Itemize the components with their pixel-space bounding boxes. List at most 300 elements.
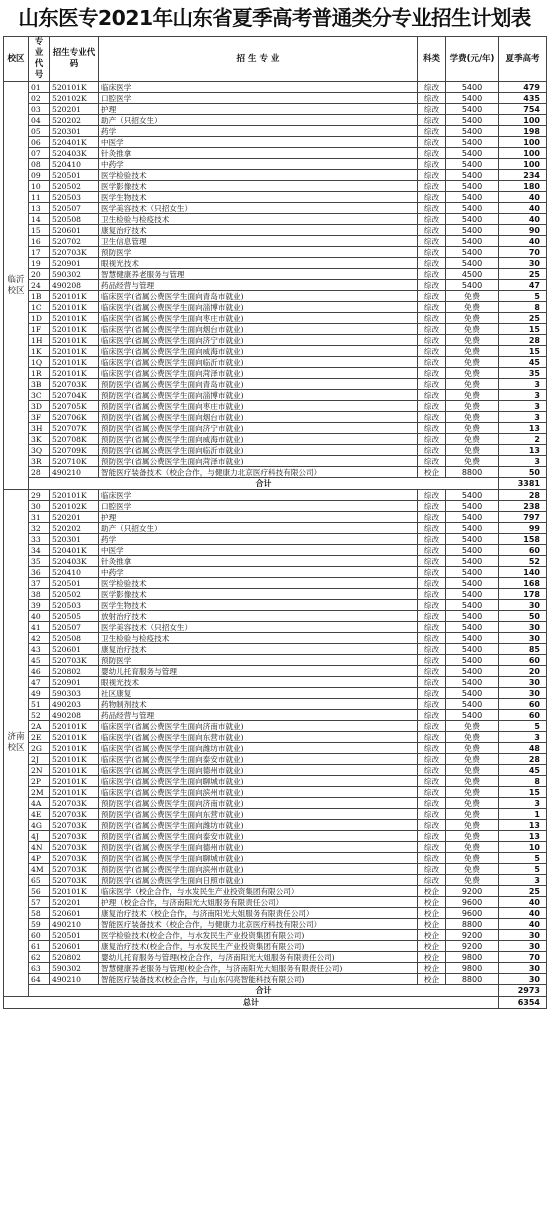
tuition-cell: 5400 — [446, 225, 499, 236]
tuition-cell: 9600 — [446, 897, 499, 908]
major-name-cell: 预防医学(省属公费医学生面向东营市就业) — [99, 809, 418, 820]
major-name-cell: 医学美容技术（只招女生） — [99, 203, 418, 214]
major-name-cell: 中医学 — [99, 137, 418, 148]
major-code-cell: 520202 — [50, 115, 99, 126]
program-code-cell: 63 — [29, 963, 50, 974]
major-name-cell: 预防医学(省属公费医学生面向济宁市就业) — [99, 423, 418, 434]
table-row — [4, 390, 547, 401]
category-cell: 综改 — [418, 567, 446, 578]
major-name-cell: 预防医学(省属公费医学生面向青岛市就业) — [99, 379, 418, 390]
tuition-cell: 5400 — [446, 115, 499, 126]
table-row — [4, 567, 547, 578]
major-name-cell: 预防医学(省属公费医学生面向聊城市就业) — [99, 853, 418, 864]
quota-cell: 90 — [499, 225, 547, 236]
major-code-cell: 520802 — [50, 952, 99, 963]
category-cell: 校企 — [418, 963, 446, 974]
tuition-cell: 5400 — [446, 512, 499, 523]
quota-cell: 60 — [499, 545, 547, 556]
category-cell: 综改 — [418, 181, 446, 192]
program-code-cell: 35 — [29, 556, 50, 567]
category-cell: 综改 — [418, 236, 446, 247]
major-name-cell: 智能医疗装备技术（校企合作，与健康力北京医疗科技有限公司） — [99, 467, 418, 478]
quota-cell: 50 — [499, 611, 547, 622]
category-cell: 校企 — [418, 974, 446, 985]
tuition-cell: 免费 — [446, 721, 499, 732]
major-code-cell: 520705K — [50, 401, 99, 412]
major-code-cell: 520507 — [50, 622, 99, 633]
table-row — [4, 974, 547, 985]
major-code-cell: 520901 — [50, 677, 99, 688]
tuition-cell: 免费 — [446, 776, 499, 787]
major-name-cell: 助产（只招女生） — [99, 115, 418, 126]
tuition-cell: 8800 — [446, 467, 499, 478]
category-cell: 校企 — [418, 941, 446, 952]
table-row — [4, 886, 547, 897]
program-code-cell: 4A — [29, 798, 50, 809]
major-code-cell: 490210 — [50, 919, 99, 930]
major-name-cell: 预防医学(省属公费医学生面向烟台市就业) — [99, 412, 418, 423]
major-name-cell: 预防医学(省属公费医学生面向日照市就业) — [99, 875, 418, 886]
major-code-cell: 520101K — [50, 82, 99, 93]
major-code-cell: 590302 — [50, 269, 99, 280]
category-cell: 综改 — [418, 831, 446, 842]
subtotal-label: 合计 — [29, 478, 499, 490]
program-code-cell: 2A — [29, 721, 50, 732]
major-name-cell: 临床医学(省属公费医学生面向东营市就业) — [99, 732, 418, 743]
program-code-cell: 41 — [29, 622, 50, 633]
category-cell: 综改 — [418, 655, 446, 666]
tuition-cell: 免费 — [446, 754, 499, 765]
tuition-cell: 免费 — [446, 864, 499, 875]
tuition-cell: 5400 — [446, 699, 499, 710]
table-row — [4, 589, 547, 600]
quota-cell: 5 — [499, 853, 547, 864]
table-row — [4, 467, 547, 478]
program-code-cell: 13 — [29, 203, 50, 214]
major-name-cell: 婴幼儿托育服务与管理 — [99, 666, 418, 677]
tuition-cell: 5400 — [446, 589, 499, 600]
category-cell: 综改 — [418, 600, 446, 611]
table-row — [4, 501, 547, 512]
major-name-cell: 卫生检验与检疫技术 — [99, 214, 418, 225]
major-name-cell: 临床医学(省属公费医学生面向德州市就业) — [99, 765, 418, 776]
program-code-cell: 06 — [29, 137, 50, 148]
program-code-cell: 1C — [29, 302, 50, 313]
quota-cell: 30 — [499, 963, 547, 974]
major-code-cell: 520503 — [50, 600, 99, 611]
table-body — [4, 82, 547, 1009]
tuition-cell: 9800 — [446, 952, 499, 963]
quota-cell: 13 — [499, 831, 547, 842]
table-row — [4, 919, 547, 930]
table-row — [4, 875, 547, 886]
table-row — [4, 324, 547, 335]
header-campus: 校区 — [4, 37, 29, 82]
category-cell: 综改 — [418, 721, 446, 732]
tuition-cell: 免费 — [446, 456, 499, 467]
major-code-cell: 520503 — [50, 192, 99, 203]
header-major: 招 生 专 业 — [99, 37, 418, 82]
program-code-cell: 19 — [29, 258, 50, 269]
category-cell: 校企 — [418, 919, 446, 930]
major-name-cell: 口腔医学 — [99, 93, 418, 104]
tuition-cell: 5400 — [446, 677, 499, 688]
major-name-cell: 护理 — [99, 104, 418, 115]
major-name-cell: 医学检验技术 — [99, 578, 418, 589]
subtotal-row — [4, 985, 547, 997]
table-row — [4, 545, 547, 556]
table-row — [4, 512, 547, 523]
table-row — [4, 434, 547, 445]
tuition-cell: 5400 — [446, 523, 499, 534]
quota-cell: 10 — [499, 842, 547, 853]
subtotal-value: 2973 — [499, 985, 547, 997]
major-code-cell: 520102K — [50, 501, 99, 512]
category-cell: 综改 — [418, 644, 446, 655]
program-code-cell: 2G — [29, 743, 50, 754]
major-name-cell: 医学生物技术 — [99, 600, 418, 611]
quota-cell: 234 — [499, 170, 547, 181]
major-code-cell: 520702 — [50, 236, 99, 247]
quota-cell: 30 — [499, 600, 547, 611]
major-name-cell: 智能医疗装备技术（校企合作，与健康力北京医疗科技有限公司） — [99, 919, 418, 930]
table-row — [4, 423, 547, 434]
program-code-cell: 3B — [29, 379, 50, 390]
program-code-cell: 3C — [29, 390, 50, 401]
table-row — [4, 578, 547, 589]
tuition-cell: 5400 — [446, 545, 499, 556]
category-cell: 综改 — [418, 346, 446, 357]
major-code-cell: 520101K — [50, 721, 99, 732]
table-row — [4, 368, 547, 379]
major-code-cell: 520403K — [50, 148, 99, 159]
table-row — [4, 688, 547, 699]
quota-cell: 5 — [499, 291, 547, 302]
major-name-cell: 药物制剂技术 — [99, 699, 418, 710]
table-row — [4, 809, 547, 820]
table-row — [4, 401, 547, 412]
program-code-cell: 2P — [29, 776, 50, 787]
category-cell: 综改 — [418, 291, 446, 302]
tuition-cell: 5400 — [446, 159, 499, 170]
table-row — [4, 302, 547, 313]
table-row — [4, 236, 547, 247]
program-code-cell: 4M — [29, 864, 50, 875]
header-fee: 学费(元/年) — [446, 37, 499, 82]
table-row — [4, 104, 547, 115]
table-row — [4, 93, 547, 104]
category-cell: 综改 — [418, 159, 446, 170]
tuition-cell: 免费 — [446, 842, 499, 853]
program-code-cell: 10 — [29, 181, 50, 192]
major-code-cell: 520101K — [50, 886, 99, 897]
table-row — [4, 126, 547, 137]
header-type: 科类 — [418, 37, 446, 82]
quota-cell: 30 — [499, 941, 547, 952]
program-code-cell: 32 — [29, 523, 50, 534]
table-row — [4, 412, 547, 423]
quota-cell: 40 — [499, 214, 547, 225]
major-name-cell: 药学 — [99, 534, 418, 545]
tuition-cell: 5400 — [446, 126, 499, 137]
table-row — [4, 534, 547, 545]
category-cell: 综改 — [418, 512, 446, 523]
program-code-cell: 51 — [29, 699, 50, 710]
table-row — [4, 291, 547, 302]
program-code-cell: 1D — [29, 313, 50, 324]
category-cell: 综改 — [418, 423, 446, 434]
quota-cell: 15 — [499, 324, 547, 335]
major-code-cell: 520101K — [50, 743, 99, 754]
major-name-cell: 预防医学(省属公费医学生面向淄博市就业) — [99, 390, 418, 401]
major-name-cell: 卫生信息管理 — [99, 236, 418, 247]
header-plan: 夏季高考 — [499, 37, 547, 82]
major-code-cell: 490203 — [50, 699, 99, 710]
major-code-cell: 520101K — [50, 357, 99, 368]
table-row — [4, 699, 547, 710]
tuition-cell: 免费 — [446, 445, 499, 456]
tuition-cell: 免费 — [446, 313, 499, 324]
major-name-cell: 康复治疗技术 — [99, 644, 418, 655]
major-name-cell: 临床医学(省属公费医学生面向淄博市就业) — [99, 302, 418, 313]
header-code: 专业代号 — [29, 37, 50, 82]
table-row — [4, 820, 547, 831]
quota-cell: 40 — [499, 192, 547, 203]
major-code-cell: 520501 — [50, 930, 99, 941]
major-code-cell: 520101K — [50, 302, 99, 313]
major-name-cell: 护理（校企合作，与济南阳光大姐服务有限责任公司） — [99, 897, 418, 908]
major-name-cell: 临床医学(省属公费医学生面向烟台市就业) — [99, 324, 418, 335]
tuition-cell: 5400 — [446, 666, 499, 677]
quota-cell: 25 — [499, 269, 547, 280]
quota-cell: 100 — [499, 148, 547, 159]
major-code-cell: 520101K — [50, 732, 99, 743]
major-name-cell: 智慧健康养老服务与管理 — [99, 269, 418, 280]
program-code-cell: 34 — [29, 545, 50, 556]
quota-cell: 25 — [499, 886, 547, 897]
category-cell: 综改 — [418, 853, 446, 864]
quota-cell: 30 — [499, 258, 547, 269]
program-code-cell: 33 — [29, 534, 50, 545]
table-row — [4, 644, 547, 655]
tuition-cell: 9200 — [446, 941, 499, 952]
table-row — [4, 710, 547, 721]
category-cell: 综改 — [418, 390, 446, 401]
campus-cell: 济南校区 — [4, 490, 29, 997]
table-row — [4, 170, 547, 181]
major-name-cell: 医学影像技术 — [99, 589, 418, 600]
quota-cell: 2 — [499, 434, 547, 445]
major-name-cell: 临床医学(省属公费医学生面向潍坊市就业) — [99, 743, 418, 754]
major-code-cell: 520601 — [50, 908, 99, 919]
category-cell: 综改 — [418, 490, 446, 501]
tuition-cell: 免费 — [446, 423, 499, 434]
quota-cell: 180 — [499, 181, 547, 192]
major-code-cell: 520703K — [50, 247, 99, 258]
major-code-cell: 520508 — [50, 633, 99, 644]
program-code-cell: 17 — [29, 247, 50, 258]
major-name-cell: 预防医学(省属公费医学生面向滨州市就业) — [99, 864, 418, 875]
tuition-cell: 免费 — [446, 853, 499, 864]
tuition-cell: 免费 — [446, 357, 499, 368]
table-row — [4, 633, 547, 644]
quota-cell: 5 — [499, 721, 547, 732]
quota-cell: 3 — [499, 379, 547, 390]
major-code-cell: 520101K — [50, 335, 99, 346]
major-name-cell: 预防医学(省属公费医学生面向菏泽市就业) — [99, 456, 418, 467]
category-cell: 综改 — [418, 93, 446, 104]
tuition-cell: 5400 — [446, 258, 499, 269]
program-code-cell: 16 — [29, 236, 50, 247]
major-name-cell: 医学检验技术(校企合作，与水发民生产业投资集团有限公司) — [99, 930, 418, 941]
category-cell: 综改 — [418, 589, 446, 600]
major-name-cell: 临床医学(省属公费医学生面向临沂市就业) — [99, 357, 418, 368]
major-code-cell: 520410 — [50, 567, 99, 578]
quota-cell: 8 — [499, 776, 547, 787]
program-code-cell: 14 — [29, 214, 50, 225]
major-name-cell: 医学影像技术 — [99, 181, 418, 192]
major-name-cell: 康复治疗技术（校企合作，与济南阳光大姐服务有限责任公司） — [99, 908, 418, 919]
table-row — [4, 798, 547, 809]
major-code-cell: 520703K — [50, 655, 99, 666]
category-cell: 综改 — [418, 456, 446, 467]
major-name-cell: 临床医学(省属公费医学生面向威海市就业) — [99, 346, 418, 357]
major-code-cell: 520101K — [50, 346, 99, 357]
category-cell: 综改 — [418, 534, 446, 545]
table-row — [4, 181, 547, 192]
category-cell: 综改 — [418, 545, 446, 556]
category-cell: 综改 — [418, 269, 446, 280]
table-row — [4, 148, 547, 159]
category-cell: 综改 — [418, 842, 446, 853]
major-name-cell: 医学检验技术 — [99, 170, 418, 181]
tuition-cell: 5400 — [446, 280, 499, 291]
program-code-cell: 1H — [29, 335, 50, 346]
category-cell: 综改 — [418, 578, 446, 589]
table-row — [4, 269, 547, 280]
category-cell: 校企 — [418, 952, 446, 963]
major-code-cell: 520706K — [50, 412, 99, 423]
program-code-cell: 04 — [29, 115, 50, 126]
category-cell: 综改 — [418, 820, 446, 831]
category-cell: 综改 — [418, 732, 446, 743]
quota-cell: 100 — [499, 137, 547, 148]
quota-cell: 60 — [499, 655, 547, 666]
tuition-cell: 9200 — [446, 886, 499, 897]
major-code-cell: 520703K — [50, 809, 99, 820]
major-code-cell: 490208 — [50, 710, 99, 721]
header-major-code: 招生专业代码 — [50, 37, 99, 82]
category-cell: 综改 — [418, 225, 446, 236]
table-row — [4, 721, 547, 732]
category-cell: 综改 — [418, 633, 446, 644]
tuition-cell: 5400 — [446, 192, 499, 203]
tuition-cell: 8800 — [446, 919, 499, 930]
table-row — [4, 842, 547, 853]
table-row — [4, 445, 547, 456]
program-code-cell: 1Q — [29, 357, 50, 368]
major-code-cell: 520502 — [50, 589, 99, 600]
program-code-cell: 40 — [29, 611, 50, 622]
program-code-cell: 3H — [29, 423, 50, 434]
major-code-cell: 520703K — [50, 379, 99, 390]
major-name-cell: 临床医学(省属公费医学生面向青岛市就业) — [99, 291, 418, 302]
quota-cell: 797 — [499, 512, 547, 523]
tuition-cell: 5400 — [446, 534, 499, 545]
total-label: 总计 — [4, 997, 499, 1009]
table-header — [4, 37, 547, 82]
tuition-cell: 8800 — [446, 974, 499, 985]
major-code-cell: 520505 — [50, 611, 99, 622]
table-row — [4, 556, 547, 567]
major-name-cell: 康复治疗技术 — [99, 225, 418, 236]
table-row — [4, 897, 547, 908]
tuition-cell: 免费 — [446, 434, 499, 445]
tuition-cell: 5400 — [446, 622, 499, 633]
major-code-cell: 520101K — [50, 368, 99, 379]
page-title: 山东医专2021年山东省夏季高考普通类分专业招生计划表 — [18, 6, 531, 30]
program-code-cell: 49 — [29, 688, 50, 699]
tuition-cell: 5400 — [446, 578, 499, 589]
category-cell: 综改 — [418, 258, 446, 269]
tuition-cell: 免费 — [446, 798, 499, 809]
program-code-cell: 4J — [29, 831, 50, 842]
quota-cell: 85 — [499, 644, 547, 655]
major-code-cell: 520703K — [50, 842, 99, 853]
tuition-cell: 免费 — [446, 787, 499, 798]
tuition-cell: 5400 — [446, 214, 499, 225]
major-name-cell: 社区康复 — [99, 688, 418, 699]
total-value: 6354 — [499, 997, 547, 1009]
major-code-cell: 520301 — [50, 126, 99, 137]
program-code-cell: 64 — [29, 974, 50, 985]
quota-cell: 30 — [499, 622, 547, 633]
major-code-cell: 520802 — [50, 666, 99, 677]
program-code-cell: 42 — [29, 633, 50, 644]
quota-cell: 45 — [499, 357, 547, 368]
quota-cell: 60 — [499, 710, 547, 721]
quota-cell: 48 — [499, 743, 547, 754]
major-code-cell: 520201 — [50, 512, 99, 523]
category-cell: 综改 — [418, 434, 446, 445]
major-name-cell: 中医学 — [99, 545, 418, 556]
quota-cell: 40 — [499, 897, 547, 908]
quota-cell: 30 — [499, 974, 547, 985]
tuition-cell: 5400 — [446, 644, 499, 655]
program-code-cell: 45 — [29, 655, 50, 666]
major-name-cell: 预防医学(省属公费医学生面向临沂市就业) — [99, 445, 418, 456]
category-cell: 校企 — [418, 908, 446, 919]
program-code-cell: 15 — [29, 225, 50, 236]
tuition-cell: 免费 — [446, 379, 499, 390]
enrollment-plan-table — [3, 36, 547, 1009]
program-code-cell: 24 — [29, 280, 50, 291]
tuition-cell: 5400 — [446, 501, 499, 512]
quota-cell: 30 — [499, 677, 547, 688]
quota-cell: 45 — [499, 765, 547, 776]
major-code-cell: 520507 — [50, 203, 99, 214]
major-code-cell: 520102K — [50, 93, 99, 104]
major-code-cell: 520709K — [50, 445, 99, 456]
table-row — [4, 203, 547, 214]
program-code-cell: 3F — [29, 412, 50, 423]
major-code-cell: 520707K — [50, 423, 99, 434]
table-row — [4, 655, 547, 666]
quota-cell: 3 — [499, 456, 547, 467]
tuition-cell: 5400 — [446, 104, 499, 115]
category-cell: 综改 — [418, 203, 446, 214]
quota-cell: 479 — [499, 82, 547, 93]
